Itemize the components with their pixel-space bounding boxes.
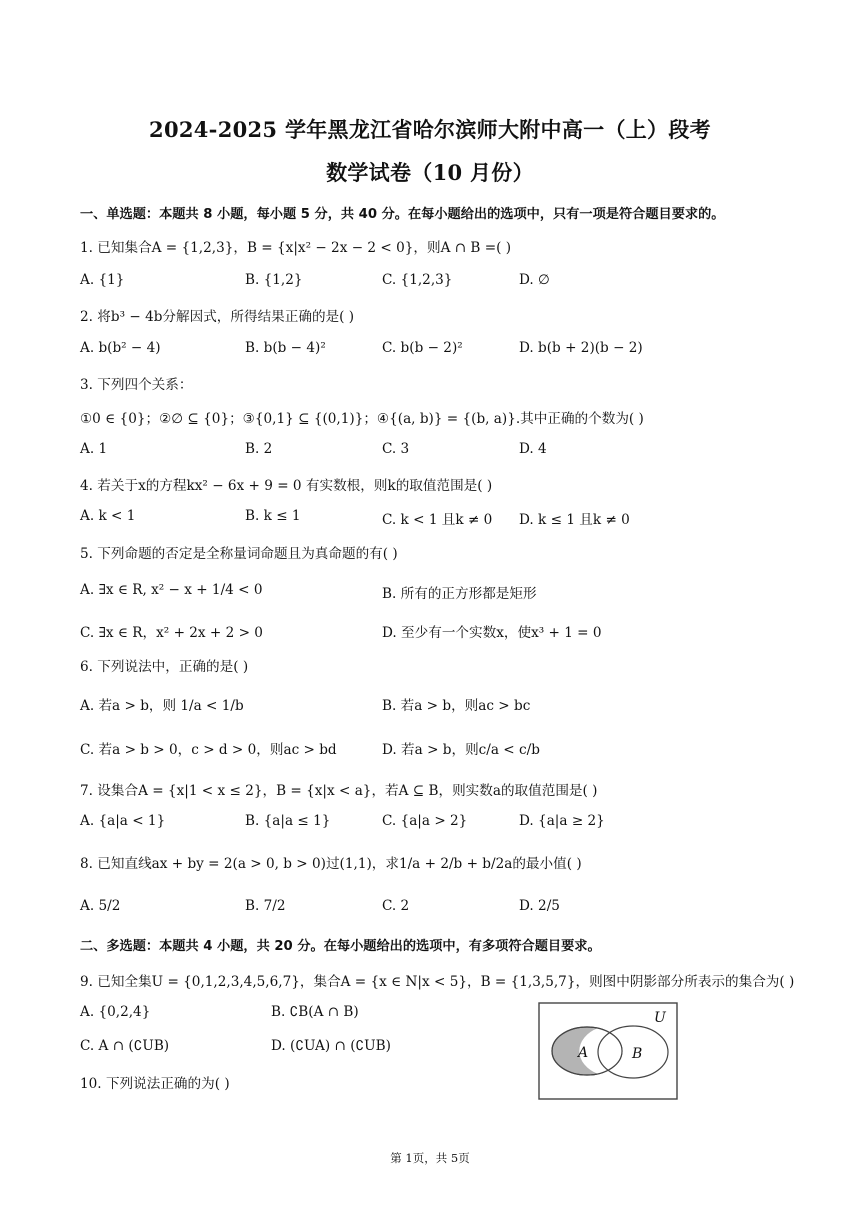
q8-option-a: A. 5/2 [80,898,121,914]
q1-option-d: D. ∅ [519,272,550,288]
q3-option-b: B. 2 [245,441,273,457]
q9-option-c: C. A ∩ (∁UB) [80,1038,170,1054]
question-3: 3. 下列四个关系： [80,377,193,393]
q9-option-d: D. (∁UA) ∩ (∁UB) [271,1038,391,1054]
q6-option-b: B. 若a > b，则ac > bc [382,698,531,714]
question-2: 2. 将b³ − 4b分解因式，所得结果正确的是( ) [80,309,355,325]
q3-option-d: D. 4 [519,441,547,457]
exam-title-line1: 2024-2025 学年黑龙江省哈尔滨师大附中高一（上）段考 [149,117,711,142]
q7-option-a: A. {a|a < 1} [80,813,166,829]
q4-option-c: C. k < 1 且k ≠ 0 [382,512,493,528]
q8-option-c: C. 2 [382,898,410,914]
question-6: 6. 下列说法中，正确的是( ) [80,659,249,675]
question-5: 5. 下列命题的否定是全称量词命题且为真命题的有( ) [80,546,398,562]
q4-option-a: A. k < 1 [80,508,136,524]
venn-label-a: A [578,1045,589,1061]
q6-option-a: A. 若a > b，则 1/a < 1/b [80,698,244,714]
question-7: 7. 设集合A = {x|1 < x ≤ 2}，B = {x|x < a}，若A ⊆ B，则实数a的取值范围是( ) [80,783,598,799]
q2-option-c: C. b(b − 2)² [382,340,463,356]
q5-option-d: D. 至少有一个实数x，使x³ + 1 = 0 [382,625,602,641]
q9-option-b: B. ∁B(A ∩ B) [271,1004,359,1020]
q1-option-a: A. {1} [80,272,125,288]
q6-option-c: C. 若a > b > 0，c > d > 0，则ac > bd [80,742,337,758]
q7-option-b: B. {a|a ≤ 1} [245,813,331,829]
q6-option-d: D. 若a > b，则c/a < c/b [382,742,540,758]
venn-label-b: B [632,1046,643,1062]
section-2-heading: 二、多选题：本题共 4 小题，共 20 分。在每小题给出的选项中，有多项符合题目要求。 [80,939,601,954]
question-9: 9. 已知全集U = {0,1,2,3,4,5,6,7}，集合A = {x ∈ N|x < 5}，B = {1,3,5,7}，则图中阴影部分所表示的集合为( ) [80,974,795,990]
q1-option-c: C. {1,2,3} [382,272,453,288]
q4-option-b: B. k ≤ 1 [245,508,301,524]
venn-diagram [538,1002,678,1100]
q5-option-b: B. 所有的正方形都是矩形 [382,586,537,602]
question-4: 4. 若关于x的方程kx² − 6x + 9 = 0 有实数根，则k的取值范围是( ) [80,478,493,494]
q3-option-a: A. 1 [80,441,108,457]
q9-option-a: A. {0,2,4} [80,1004,151,1020]
q2-option-b: B. b(b − 4)² [245,340,326,356]
question-10: 10. 下列说法正确的为( ) [80,1076,230,1092]
q4-option-d: D. k ≤ 1 且k ≠ 0 [519,512,630,528]
q2-option-d: D. b(b + 2)(b − 2) [519,340,643,356]
q5-option-a: A. ∃x ∈ R, x² − x + 1/4 < 0 [80,582,263,598]
page-footer: 第 1页，共 5页 [390,1151,470,1165]
exam-title-line2: 数学试卷（10 月份） [326,160,534,185]
q5-option-c: C. ∃x ∈ R，x² + 2x + 2 > 0 [80,625,263,641]
q1-option-b: B. {1,2} [245,272,303,288]
question-3-relations: ①0 ∈ {0}；②∅ ⊆ {0}；③{0,1} ⊆ {(0,1)}；④{(a, b)} = {(b, a)}.其中正确的个数为( ) [80,411,644,427]
q3-option-c: C. 3 [382,441,410,457]
q7-option-d: D. {a|a ≥ 2} [519,813,605,829]
question-8: 8. 已知直线ax + by = 2(a > 0, b > 0)过(1,1)，求1/a + 2/b + b/2a的最小值( ) [80,856,582,872]
q2-option-a: A. b(b² − 4) [80,340,161,356]
question-1: 1. 已知集合A = {1,2,3}，B = {x|x² − 2x − 2 < 0}，则A ∩ B =( ) [80,240,512,256]
q8-option-d: D. 2/5 [519,898,560,914]
q7-option-c: C. {a|a > 2} [382,813,468,829]
venn-label-u: U [654,1010,666,1026]
q8-option-b: B. 7/2 [245,898,286,914]
section-1-heading: 一、单选题：本题共 8 小题，每小题 5 分，共 40 分。在每小题给出的选项中，只有一项是符合题目要求的。 [80,207,725,222]
